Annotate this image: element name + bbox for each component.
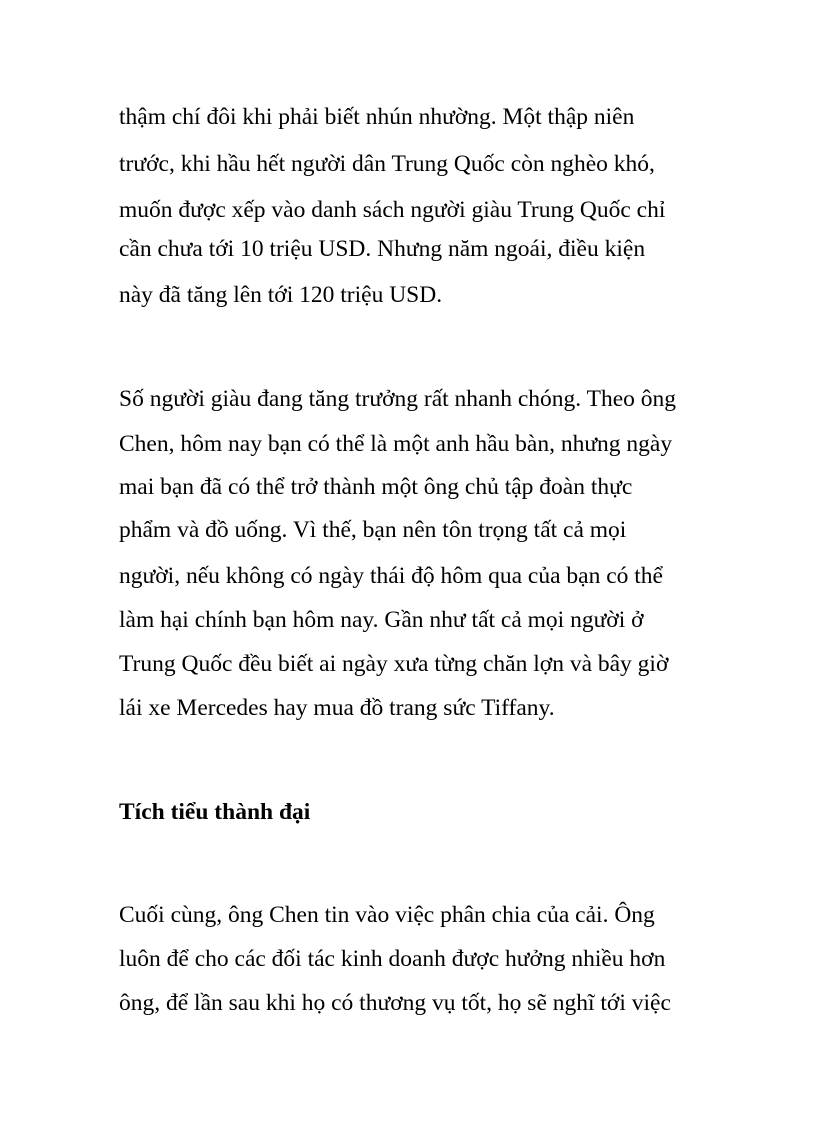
paragraph-1-line-3: muốn được xếp vào danh sách người giàu Trung Quốc chỉ <box>119 197 666 223</box>
paragraph-1-line-5: này đã tăng lên tới 120 triệu USD. <box>119 282 443 308</box>
paragraph-2-line-3: mai bạn đã có thể trở thành một ông chủ tập đoàn thực <box>119 474 633 500</box>
paragraph-1-line-2: trước, khi hầu hết người dân Trung Quốc còn nghèo khó, <box>119 151 655 177</box>
paragraph-2-line-7: Trung Quốc đều biết ai ngày xưa từng chăn lợn và bây giờ <box>119 651 669 677</box>
paragraph-2-line-6: làm hại chính bạn hôm nay. Gần như tất cả mọi người ở <box>119 607 644 633</box>
paragraph-3-line-1: Cuối cùng, ông Chen tin vào việc phân chia của cải. Ông <box>119 902 655 928</box>
paragraph-2-line-2: Chen, hôm nay bạn có thể là một anh hầu bàn, nhưng ngày <box>119 431 673 457</box>
paragraph-2-line-8: lái xe Mercedes hay mua đồ trang sức Tiffany. <box>119 695 555 721</box>
paragraph-1-line-4: cần chưa tới 10 triệu USD. Nhưng năm ngoái, điều kiện <box>119 236 646 262</box>
paragraph-2-line-1: Số người giàu đang tăng trưởng rất nhanh chóng. Theo ông <box>119 386 677 412</box>
paragraph-2-line-4: phẩm và đồ uống. Vì thế, bạn nên tôn trọng tất cả mọi <box>119 517 627 543</box>
section-heading: Tích tiểu thành đại <box>119 799 311 825</box>
paragraph-3-line-3: ông, để lần sau khi họ có thương vụ tốt, họ sẽ nghĩ tới việc <box>119 990 671 1016</box>
paragraph-2-line-5: người, nếu không có ngày thái độ hôm qua của bạn có thể <box>119 563 663 589</box>
paragraph-1-line-1: thậm chí đôi khi phải biết nhún nhường. Một thập niên <box>119 104 635 130</box>
paragraph-3-line-2: luôn để cho các đối tác kinh doanh được hưởng nhiều hơn <box>119 946 666 972</box>
